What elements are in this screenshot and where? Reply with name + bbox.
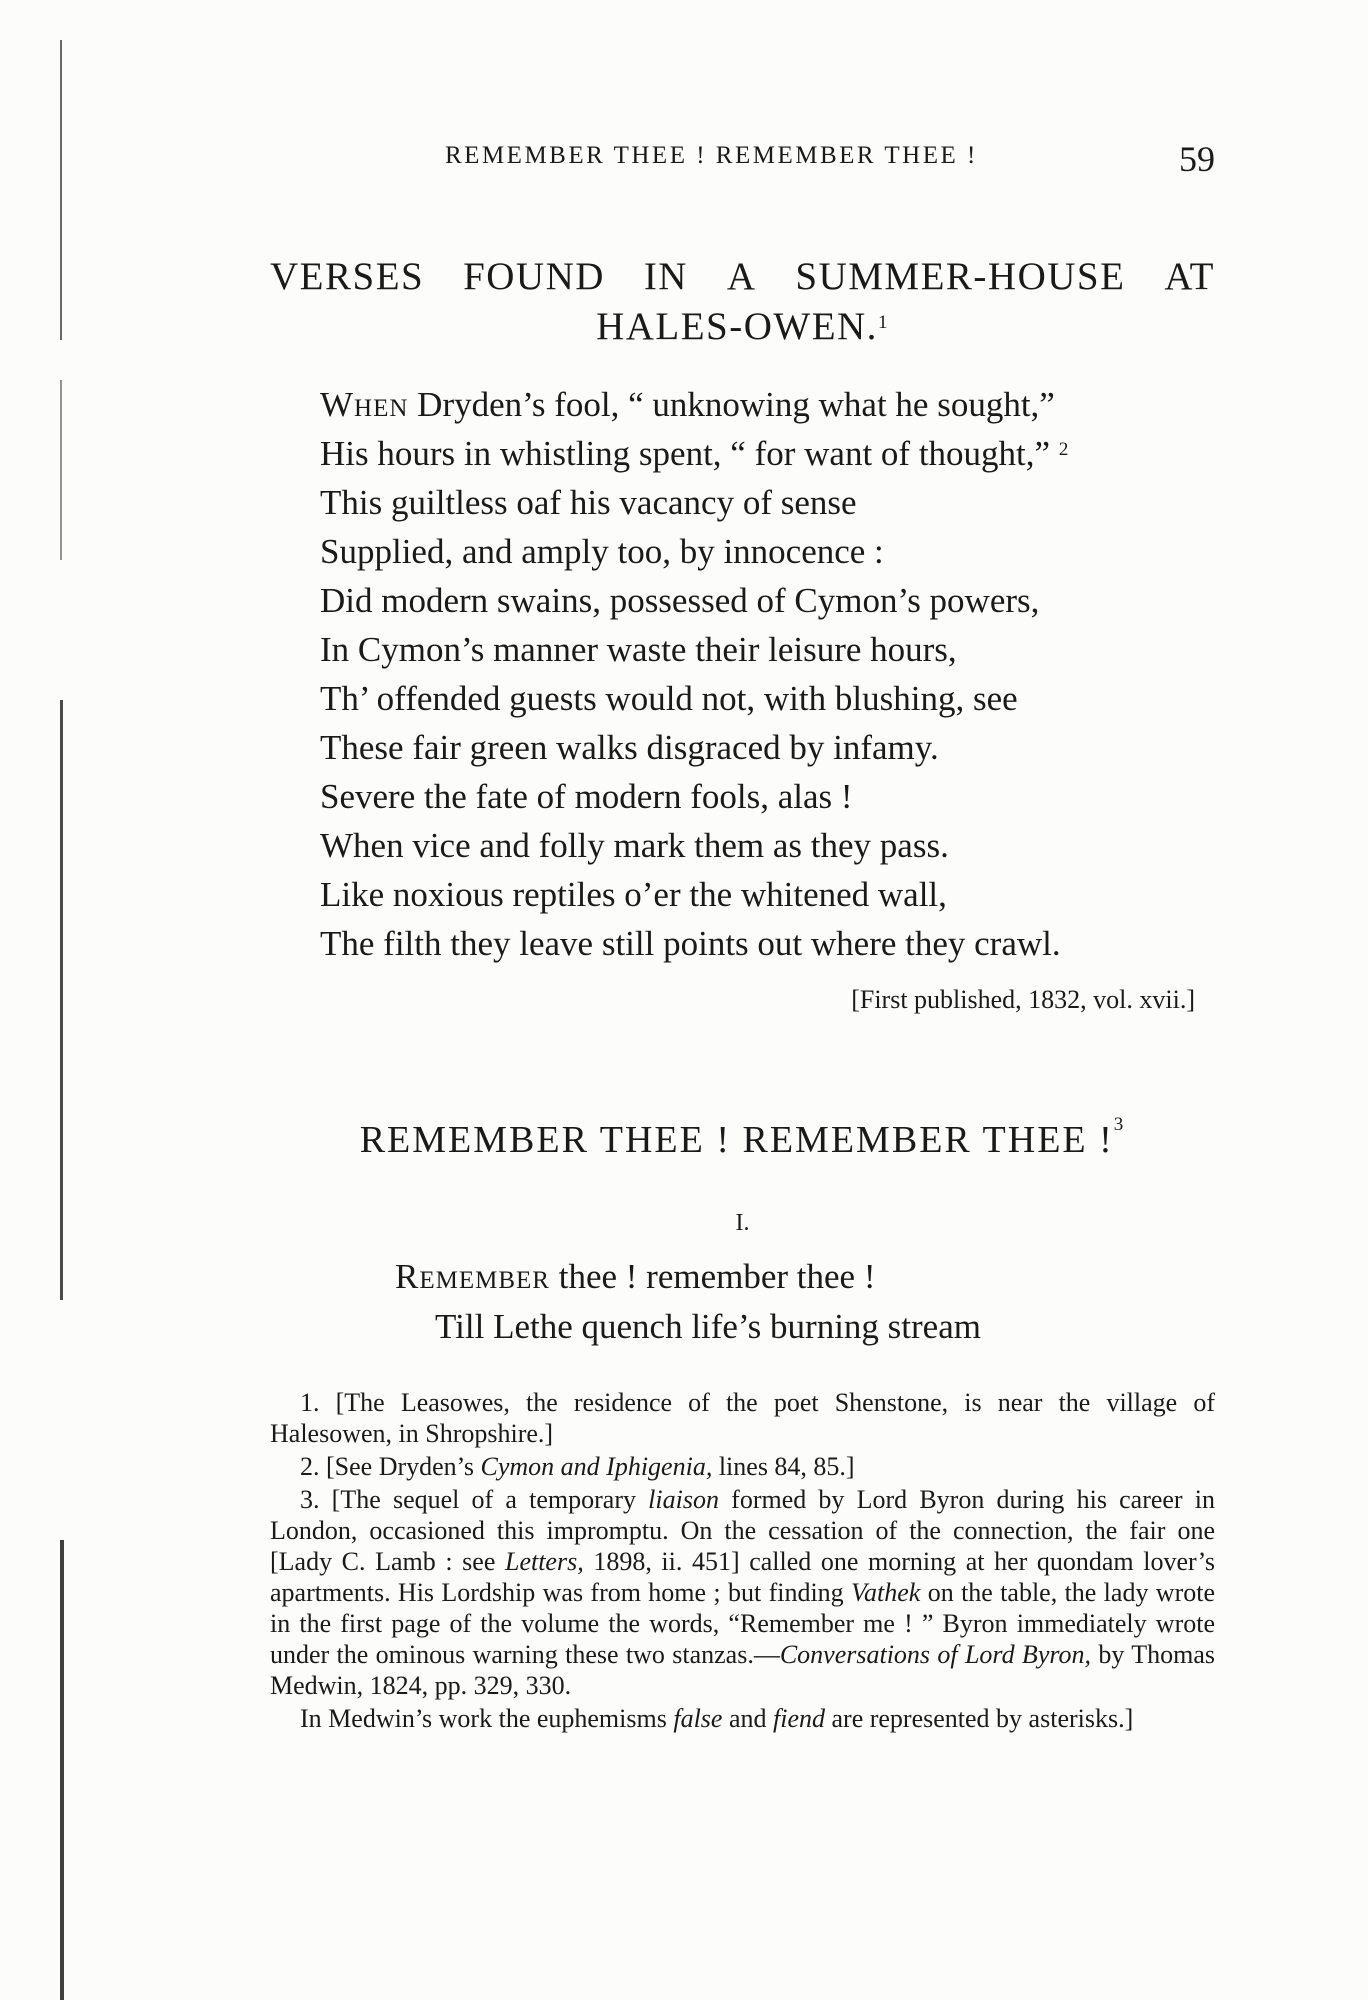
footnote-italic: Cymon and Iphigenia, — [480, 1452, 713, 1481]
poem-line: These fair green walks disgraced by infamy. — [320, 728, 939, 767]
poem-line: The filth they leave still points out where they crawl. — [320, 924, 1061, 963]
title-word: FOUND — [463, 255, 605, 298]
poem-line: Supplied, and amply too, by innocence : — [320, 532, 884, 571]
binding-edge-mark — [60, 1540, 64, 2000]
title-word: AT — [1164, 255, 1215, 298]
poem-line-text: His hours in whistling spent, “ for want of thought,” — [320, 434, 1059, 473]
footnote — [270, 1484, 1215, 1701]
poem-title-verses-found — [270, 252, 1215, 352]
poem-title-line-1 — [270, 252, 1215, 302]
poem-title-line-2 — [270, 302, 1215, 352]
poem-title-text: HALES-OWEN. — [596, 305, 878, 348]
footnote-text: formed by Lord Byron during his career in London, occasioned this impromptu. On the cessation of the connection, the fair one [Lady C. Lamb : see — [270, 1485, 1216, 1576]
binding-edge-mark — [60, 700, 63, 1300]
poem-line — [320, 429, 1200, 478]
book-page — [270, 0, 1215, 2000]
footnote-text: 3. [The sequel of a temporary — [300, 1485, 649, 1514]
footnote: 1. [The Leasowes, the residence of the poet Shenstone, is near the village of Halesowen, in Shropshire.] — [270, 1388, 1215, 1448]
footnote-text: and — [722, 1704, 773, 1733]
poem-first-word: When — [320, 385, 409, 424]
running-head — [270, 138, 1215, 178]
footnote-ref: 3 — [1113, 1114, 1126, 1135]
poem-line: When vice and folly mark them as they pass. — [320, 826, 949, 865]
poem-first-word: Remember — [395, 1257, 550, 1296]
footnote-text: In Medwin’s work the euphemisms — [300, 1704, 674, 1733]
page-number: 59 — [1179, 139, 1215, 179]
footnote-italic: fiend — [773, 1704, 825, 1733]
poem-line: Till Lethe quench life’s burning stream — [435, 1307, 981, 1346]
poem-line: Did modern swains, possessed of Cymon’s powers, — [320, 581, 1040, 620]
footnote-text: 2. [See Dryden’s — [300, 1452, 481, 1481]
footnotes — [270, 1387, 1215, 1736]
running-head-title: REMEMBER THEE ! REMEMBER THEE ! — [445, 142, 978, 169]
stanza-numeral: I. — [735, 1210, 750, 1236]
footnote — [270, 1451, 1215, 1482]
poem-title-remember-thee — [270, 1114, 1215, 1162]
footnote-text: by Thomas Medwin, 1824, pp. 329, 330. — [270, 1640, 1216, 1700]
title-word: A — [726, 255, 757, 298]
footnote-italic: Conversations of Lord Byron, — [779, 1640, 1092, 1669]
publication-note: [First published, 1832, vol. xvii.] — [851, 985, 1195, 1014]
footnote-italic: Vathek — [851, 1578, 921, 1607]
poem-line: Th’ offended guests would not, with blushing, see — [320, 679, 1018, 718]
footnote-italic: liaison — [648, 1485, 719, 1514]
poem-line: This guiltless oaf his vacancy of sense — [320, 483, 857, 522]
poem-line: In Cymon’s manner waste their leisure hours, — [320, 630, 957, 669]
poem-verses-found — [320, 380, 1200, 968]
poem-line-text: Dryden’s fool, “ unknowing what he sought,” — [408, 385, 1055, 424]
poem-stanza — [395, 1252, 981, 1352]
poem-title-text: REMEMBER THEE ! REMEMBER THEE ! — [359, 1119, 1114, 1161]
footnote-text: on the table, the lady wrote in the first page of the volume the words, “Remember me ! ” Byron immediately wrote under the ominous warning these two stanzas.— — [270, 1578, 1215, 1669]
footnote-ref: 1 — [877, 312, 889, 333]
footnote-italic: false — [673, 1704, 723, 1733]
footnote-text: lines 84, 85.] — [712, 1452, 855, 1481]
binding-edge-mark — [60, 380, 62, 560]
poem-line-text: thee ! remember thee ! — [549, 1257, 876, 1296]
poem-line: Severe the fate of modern fools, alas ! — [320, 777, 853, 816]
footnote-text: are represented by asterisks.] — [825, 1704, 1134, 1733]
title-word: VERSES — [270, 255, 425, 298]
title-word: IN — [643, 255, 688, 298]
poem-line — [395, 1252, 981, 1302]
footnote-ref: 2 — [1058, 439, 1069, 460]
poem-line: Like noxious reptiles o’er the whitened wall, — [320, 875, 947, 914]
footnote-italic: Letters, — [504, 1547, 584, 1576]
binding-edge-mark — [60, 40, 62, 340]
footnote — [270, 1703, 1215, 1734]
title-word: SUMMER-HOUSE — [795, 255, 1126, 298]
poem-line — [320, 380, 1200, 429]
footnote-text: 1898, ii. 451] called one morning at her quondam lover’s apartments. His Lordship was from home ; but finding — [270, 1547, 1215, 1607]
